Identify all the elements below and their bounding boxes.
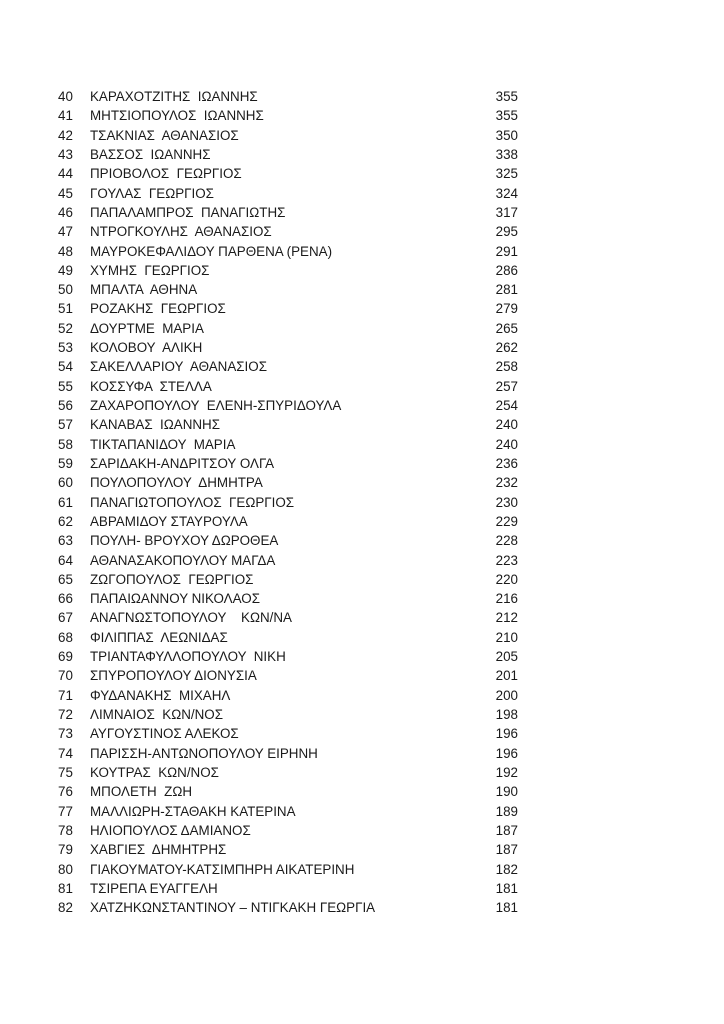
vote-count: 265 [495,320,518,336]
vote-count: 196 [495,726,518,742]
rank-number: 50 [58,282,73,298]
vote-count: 187 [495,842,518,858]
vote-count: 210 [495,629,518,645]
rank-number: 77 [58,803,73,819]
candidate-name: ΝΤΡΟΓΚΟΥΛΗΣ ΑΘΑΝΑΣΙΟΣ [90,224,272,240]
candidate-name: ΚΑΝΑΒΑΣ ΙΩΑΝΝΗΣ [90,417,220,433]
list-item [58,435,518,454]
vote-count: 317 [495,204,518,220]
list-item [58,106,518,125]
list-item [58,454,518,473]
list-item [58,647,518,666]
vote-count: 189 [495,803,518,819]
rank-number: 47 [58,224,73,240]
list-item [58,551,518,570]
rank-number: 45 [58,185,73,201]
candidate-name: ΑΥΓΟΥΣΤΙΝΟΣ ΑΛΕΚΟΣ [90,726,239,742]
rank-number: 64 [58,552,73,568]
vote-count: 325 [495,166,518,182]
rank-number: 70 [58,668,73,684]
rank-number: 79 [58,842,73,858]
rank-number: 51 [58,301,73,317]
vote-count: 192 [495,764,518,780]
vote-count: 229 [495,513,518,529]
vote-count: 232 [495,475,518,491]
vote-count: 216 [495,591,518,607]
rank-number: 48 [58,243,73,259]
candidate-name: ΠΑΠΑΙΩΑΝΝΟΥ ΝΙΚΟΛΑΟΣ [90,591,260,607]
rank-number: 49 [58,262,73,278]
rank-number: 42 [58,127,73,143]
rank-number: 69 [58,649,73,665]
list-item [58,396,518,415]
candidate-name: ΛΙΜΝΑΙΟΣ ΚΩΝ/ΝΟΣ [90,707,223,722]
candidate-name: ΚΟΣΣΥΦΑ ΣΤΕΛΛΑ [90,378,212,394]
rank-number: 58 [58,436,73,452]
vote-count: 257 [495,378,518,394]
candidate-name: ΖΑΧΑΡΟΠΟΥΛΟΥ ΕΛΕΝΗ-ΣΠΥΡΙΔΟΥΛΑ [90,398,342,413]
candidate-name: ΤΣΙΡΕΠΑ ΕΥΑΓΓΕΛΗ [90,880,218,896]
candidate-name: ΑΒΡΑΜΙΔΟΥ ΣΤΑΥΡΟΥΛΑ [90,513,248,529]
list-item [58,299,518,318]
candidate-name: ΧΑΤΖΗΚΩΝΣΤΑΝΤΙΝΟΥ – ΝΤΙΓΚΑΚΗ ΓΕΩΡΓΙΑ [90,900,376,916]
rank-number: 72 [58,707,73,722]
candidate-name: ΠΑΠΑΛΑΜΠΡΟΣ ΠΑΝΑΓΙΩΤΗΣ [90,204,286,220]
rank-number: 61 [58,494,73,510]
ranking-list [58,87,518,917]
vote-count: 279 [495,301,518,317]
rank-number: 66 [58,591,73,607]
list-item [58,879,518,898]
rank-number: 46 [58,204,73,220]
list-item [58,763,518,782]
rank-number: 81 [58,880,73,896]
list-item [58,357,518,376]
vote-count: 350 [495,127,518,143]
vote-count: 286 [495,262,518,278]
list-item [58,531,518,550]
rank-number: 75 [58,764,73,780]
list-item [58,473,518,492]
vote-count: 228 [495,533,518,549]
list-item [58,203,518,222]
candidate-name: ΑΘΑΝΑΣΑΚΟΠΟΥΛΟΥ ΜΑΓΔΑ [90,552,276,568]
list-item [58,589,518,608]
candidate-name: ΚΟΥΤΡΑΣ ΚΩΝ/ΝΟΣ [90,764,219,780]
rank-number: 43 [58,146,73,162]
vote-count: 355 [495,89,518,104]
rank-number: 60 [58,475,73,491]
candidate-name: ΓΙΑΚΟΥΜΑΤΟΥ-ΚΑΤΣΙΜΠΗΡΗ ΑΙΚΑΤΕΡΙΝΗ [90,861,355,877]
vote-count: 291 [495,243,518,259]
list-item [58,87,518,106]
candidate-name: ΓΟΥΛΑΣ ΓΕΩΡΓΙΟΣ [90,185,214,201]
list-item [58,319,518,338]
rank-number: 56 [58,398,73,413]
candidate-name: ΜΑΛΛΙΩΡΗ-ΣΤΑΘΑΚΗ ΚΑΤΕΡΙΝΑ [90,803,296,819]
list-item [58,145,518,164]
rank-number: 71 [58,687,73,703]
vote-count: 230 [495,494,518,510]
candidate-name: ΠΑΝΑΓΙΩΤΟΠΟΥΛΟΣ ΓΕΩΡΓΙΟΣ [90,494,295,510]
list-item [58,126,518,145]
vote-count: 236 [495,455,518,471]
candidate-name: ΣΠΥΡΟΠΟΥΛΟΥ ΔΙΟΝΥΣΙΑ [90,668,257,684]
rank-number: 59 [58,455,73,471]
candidate-name: ΠΟΥΛΟΠΟΥΛΟΥ ΔΗΜΗΤΡΑ [90,475,263,491]
list-item [58,705,518,724]
list-item [58,898,518,917]
candidate-name: ΖΩΓΟΠΟΥΛΟΣ ΓΕΩΡΓΙΟΣ [90,571,254,587]
vote-count: 240 [495,417,518,433]
candidate-name: ΡΟΖΑΚΗΣ ΓΕΩΡΓΙΟΣ [90,301,226,317]
candidate-name: ΦΥΔΑΝΑΚΗΣ ΜΙΧΑΗΛ [90,687,231,703]
candidate-name: ΔΟΥΡΤΜΕ ΜΑΡΙΑ [90,320,204,336]
rank-number: 57 [58,417,73,433]
candidate-name: ΣΑΚΕΛΛΑΡΙΟΥ ΑΘΑΝΑΣΙΟΣ [90,359,267,375]
list-item [58,821,518,840]
rank-number: 80 [58,861,73,877]
list-item [58,686,518,705]
vote-count: 281 [495,282,518,298]
candidate-name: ΦΙΛΙΠΠΑΣ ΛΕΩΝΙΔΑΣ [90,629,228,645]
list-item [58,338,518,357]
list-item [58,608,518,627]
rank-number: 52 [58,320,73,336]
rank-number: 73 [58,726,73,742]
vote-count: 187 [495,822,518,838]
rank-number: 55 [58,378,73,394]
candidate-name: ΒΑΣΣΟΣ ΙΩΑΝΝΗΣ [90,146,211,162]
list-item [58,261,518,280]
rank-number: 67 [58,610,73,626]
candidate-name: ΠΡΙΟΒΟΛΟΣ ΓΕΩΡΓΙΟΣ [90,166,242,182]
list-item [58,184,518,203]
list-item [58,666,518,685]
candidate-name: ΤΙΚΤΑΠΑΝΙΔΟΥ ΜΑΡΙΑ [90,436,236,452]
rank-number: 41 [58,108,73,124]
vote-count: 200 [495,687,518,703]
list-item [58,744,518,763]
candidate-name: ΑΝΑΓΝΩΣΤΟΠΟΥΛΟΥ ΚΩΝ/ΝΑ [90,610,292,626]
candidate-name: ΚΟΛΟΒΟΥ ΑΛΙΚΗ [90,340,203,356]
list-item [58,724,518,743]
vote-count: 223 [495,552,518,568]
rank-number: 82 [58,900,73,916]
list-item [58,415,518,434]
list-item [58,242,518,261]
candidate-name: ΜΠΑΛΤΑ ΑΘΗΝΑ [90,282,198,298]
vote-count: 181 [495,900,518,916]
candidate-name: ΠΑΡΙΣΣΗ-ΑΝΤΩΝΟΠΟΥΛΟΥ ΕΙΡΗΝΗ [90,745,318,761]
list-item [58,628,518,647]
candidate-name: ΜΗΤΣΙΟΠΟΥΛΟΣ ΙΩΑΝΝΗΣ [90,108,264,124]
list-item [58,860,518,879]
rank-number: 74 [58,745,73,761]
list-item [58,164,518,183]
vote-count: 258 [495,359,518,375]
list-item [58,782,518,801]
vote-count: 205 [495,649,518,665]
rank-number: 40 [58,89,73,104]
vote-count: 190 [495,784,518,800]
list-item [58,377,518,396]
list-item [58,512,518,531]
vote-count: 262 [495,340,518,356]
candidate-name: ΚΑΡΑΧΟΤΖΙΤΗΣ ΙΩΑΝΝΗΣ [90,89,258,104]
vote-count: 201 [495,668,518,684]
vote-count: 182 [495,861,518,877]
rank-number: 65 [58,571,73,587]
vote-count: 220 [495,571,518,587]
list-item [58,802,518,821]
candidate-name: ΠΟΥΛΗ- ΒΡΟΥΧΟΥ ΔΩΡΟΘΕΑ [90,533,279,549]
vote-count: 254 [495,398,518,413]
candidate-name: ΤΣΑΚΝΙΑΣ ΑΘΑΝΑΣΙΟΣ [90,127,239,143]
candidate-name: ΜΑΥΡΟΚΕΦΑΛΙΔΟΥ ΠΑΡΘΕΝΑ (ΡΕΝΑ) [90,243,333,259]
vote-count: 198 [495,707,518,722]
vote-count: 196 [495,745,518,761]
rank-number: 44 [58,166,73,182]
candidate-name: ΧΑΒΓΙΕΣ ΔΗΜΗΤΡΗΣ [90,842,227,858]
rank-number: 54 [58,359,73,375]
vote-count: 355 [495,108,518,124]
vote-count: 295 [495,224,518,240]
rank-number: 78 [58,822,73,838]
candidate-name: ΧΥΜΗΣ ΓΕΩΡΓΙΟΣ [90,262,210,278]
vote-count: 338 [495,146,518,162]
candidate-name: ΜΠΟΛΕΤΗ ΖΩΗ [90,784,193,800]
list-item [58,493,518,512]
list-item [58,570,518,589]
vote-count: 181 [495,880,518,896]
vote-count: 240 [495,436,518,452]
rank-number: 76 [58,784,73,800]
rank-number: 62 [58,513,73,529]
rank-number: 68 [58,629,73,645]
list-item [58,280,518,299]
list-item [58,222,518,241]
list-item [58,840,518,859]
vote-count: 212 [495,610,518,626]
candidate-name: ΣΑΡΙΔΑΚΗ-ΑΝΔΡΙΤΣΟΥ ΟΛΓΑ [90,455,275,471]
vote-count: 324 [495,185,518,201]
rank-number: 63 [58,533,73,549]
candidate-name: ΤΡΙΑΝΤΑΦΥΛΛΟΠΟΥΛΟΥ ΝΙΚΗ [90,649,286,665]
candidate-name: ΗΛΙΟΠΟΥΛΟΣ ΔΑΜΙΑΝΟΣ [90,822,251,838]
rank-number: 53 [58,340,73,356]
